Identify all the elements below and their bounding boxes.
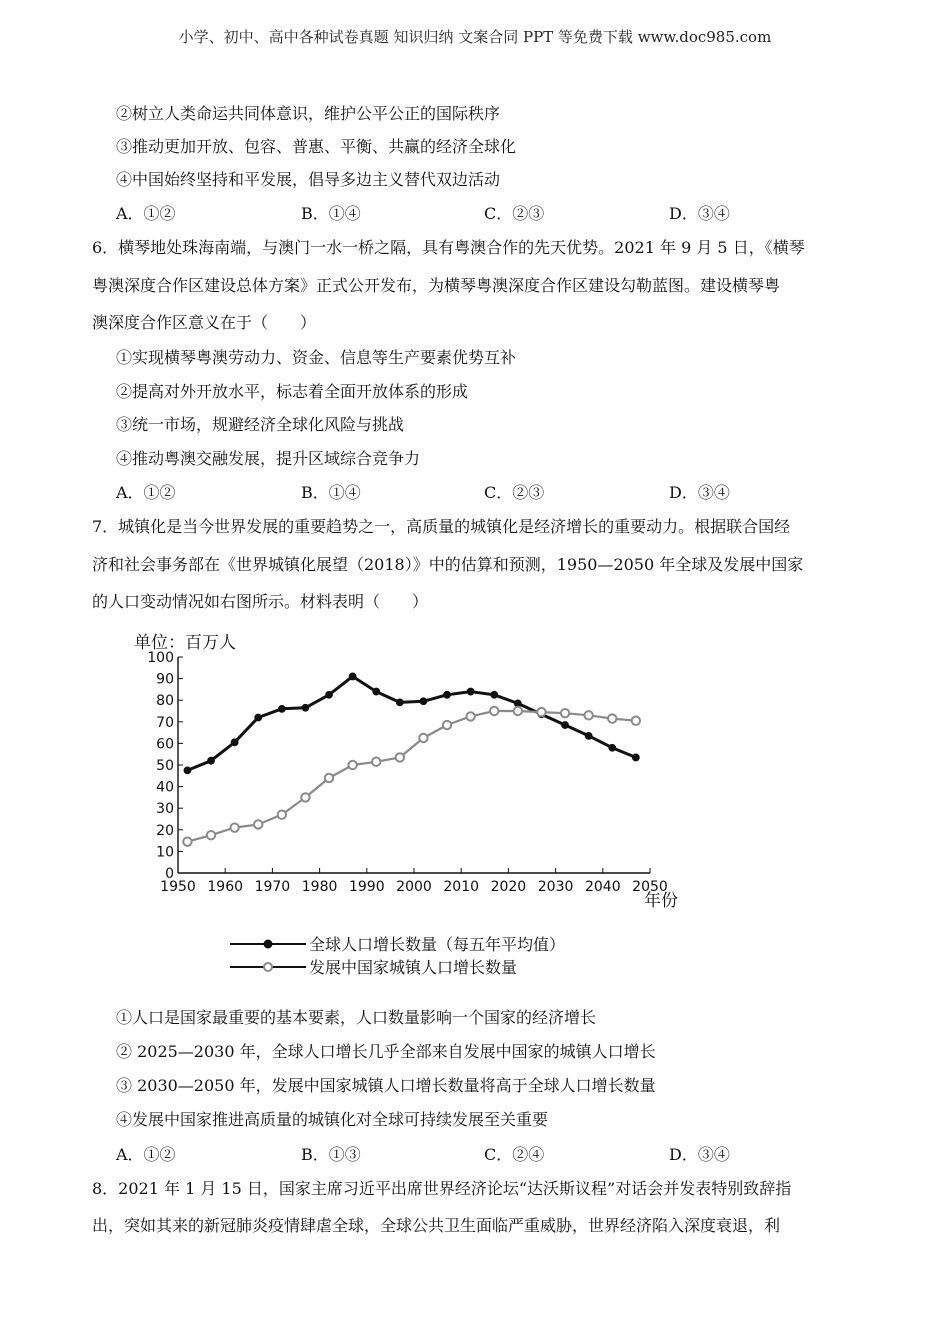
q7-item-1: ①人口是国家最重要的基本要素，人口数量影响一个国家的经济增长	[116, 1008, 597, 1027]
series-point-0	[302, 704, 309, 711]
q5-item-4: ④中国始终坚持和平发展，倡导多边主义替代双边活动	[116, 170, 501, 189]
y-tick-label: 0	[165, 866, 174, 882]
series-point-1	[278, 810, 286, 818]
q6-stem-line-1: 6．横琴地处珠海南端，与澳门一水一桥之隔，具有粤澳合作的先天优势。2021 年 9 月 5 日，《横琴	[92, 238, 805, 257]
series-point-0	[420, 698, 427, 705]
q6-item-2: ②提高对外开放水平，标志着全面开放体系的形成	[116, 382, 469, 401]
y-tick-label: 40	[156, 779, 174, 796]
x-tick-label: 2050	[632, 879, 668, 895]
x-tick-label: 2030	[537, 879, 574, 895]
x-tick-label: 1960	[207, 879, 244, 895]
y-tick-label: 20	[156, 822, 174, 839]
y-tick-label: 30	[156, 801, 174, 818]
series-point-1	[608, 714, 616, 722]
chart-x-axis-label: 年份	[644, 891, 678, 911]
series-point-0	[231, 739, 238, 746]
q5-item-3: ③推动更加开放、包容、普惠、平衡、共赢的经济全球化	[116, 137, 517, 156]
series-point-0	[184, 767, 191, 774]
q5-item-2: ②树立人类命运共同体意识，维护公平公正的国际秩序	[116, 104, 501, 123]
q5-option-b: B．①④	[301, 204, 361, 223]
x-tick-label: 2020	[490, 879, 527, 895]
series-point-0	[444, 691, 451, 698]
q7-item-3: ③ 2030—2050 年，发展中国家城镇人口增长数量将高于全球人口增长数量	[116, 1076, 656, 1095]
chart-unit-label: 单位：百万人	[134, 633, 236, 653]
series-point-1	[207, 831, 215, 839]
series-point-1	[584, 711, 592, 719]
x-tick-label: 2000	[396, 879, 432, 895]
x-tick-label: 1970	[254, 879, 291, 895]
series-point-0	[467, 688, 474, 695]
series-point-1	[632, 717, 640, 725]
series-point-0	[396, 699, 403, 706]
q7-item-2: ② 2025—2030 年，全球人口增长几乎全部来自发展中国家的城镇人口增长	[116, 1042, 656, 1061]
chart-svg	[128, 628, 698, 983]
page-header: 小学、初中、高中各种试卷真题 知识归纳 文案合同 PPT 等免费下载 www.doc985.com	[178, 28, 772, 46]
q5-option-a: A．①②	[116, 204, 176, 223]
q7-item-4: ④发展中国家推进高质量的城镇化对全球可持续发展至关重要	[116, 1110, 549, 1129]
series-point-1	[230, 823, 238, 831]
series-point-0	[349, 673, 356, 680]
q7-option-d: D．③④	[669, 1145, 730, 1164]
q6-item-4: ④推动粤澳交融发展，提升区域综合竞争力	[116, 449, 421, 468]
chart-series	[183, 673, 640, 846]
series-point-1	[183, 837, 191, 845]
series-point-1	[514, 707, 522, 715]
series-point-0	[632, 754, 639, 761]
y-tick-label: 70	[156, 714, 174, 731]
chart-legend	[230, 935, 565, 977]
q7-stem-line-2: 济和社会事务部在《世界城镇化展望（2018）》中的估算和预测，1950—2050 年全球及发展中国家	[92, 555, 804, 574]
series-point-0	[562, 722, 569, 729]
series-point-1	[490, 707, 498, 715]
q7-stem-line-3: 的人口变动情况如右图所示。材料表明（ ）	[92, 592, 429, 611]
x-tick-label: 2040	[584, 879, 621, 895]
y-tick-label: 80	[156, 693, 174, 710]
series-point-1	[561, 709, 569, 717]
series-point-0	[326, 691, 333, 698]
q7-option-b: B．①③	[301, 1145, 361, 1164]
series-point-1	[537, 708, 545, 716]
series-point-1	[443, 721, 451, 729]
series-point-0	[255, 714, 262, 721]
series-point-1	[301, 793, 309, 801]
q5-option-d: D．③④	[669, 204, 730, 223]
q8-stem-line-1: 8．2021 年 1 月 15 日，国家主席习近平出席世界经济论坛“达沃斯议程”对话会并发表特别致辞指	[92, 1179, 792, 1198]
q5-option-c: C．②③	[484, 204, 545, 223]
q7-stem-line-1: 7．城镇化是当今世界发展的重要趋势之一，高质量的城镇化是经济增长的重要动力。根据联合国经	[92, 517, 791, 536]
x-tick-label: 1990	[348, 879, 385, 895]
q7-option-a: A．①②	[116, 1145, 176, 1164]
q6-option-b: B．①④	[301, 483, 361, 502]
x-tick-label: 1950	[160, 879, 196, 895]
legend-marker-global	[264, 940, 272, 948]
series-point-0	[491, 691, 498, 698]
x-tick-label: 1980	[301, 879, 338, 895]
series-point-0	[609, 744, 616, 751]
chart-axes	[147, 650, 668, 895]
x-tick-label: 2010	[443, 879, 480, 895]
series-point-1	[419, 734, 427, 742]
q6-option-a: A．①②	[116, 483, 176, 502]
q6-option-d: D．③④	[669, 483, 730, 502]
legend-marker-urban	[264, 963, 272, 971]
series-point-1	[348, 761, 356, 769]
q8-stem-line-2: 出，突如其来的新冠肺炎疫情肆虐全球，全球公共卫生面临严重威胁，世界经济陷入深度衰退，利	[92, 1216, 781, 1235]
y-tick-label: 100	[147, 650, 174, 666]
q6-option-c: C．②③	[484, 483, 545, 502]
series-point-0	[373, 688, 380, 695]
series-point-1	[372, 758, 380, 766]
y-tick-label: 90	[156, 671, 174, 688]
q7-option-c: C．②④	[484, 1145, 545, 1164]
series-point-0	[278, 705, 285, 712]
q6-item-3: ③统一市场，规避经济全球化风险与挑战	[116, 415, 405, 434]
series-point-1	[466, 712, 474, 720]
q6-stem-line-2: 粤澳深度合作区建设总体方案》正式公开发布，为横琴粤澳深度合作区建设勾勒蓝图。建设横琴粤	[92, 276, 781, 295]
y-tick-label: 10	[156, 844, 174, 861]
series-point-0	[585, 732, 592, 739]
series-point-1	[254, 820, 262, 828]
population-line-chart	[128, 628, 698, 983]
y-tick-label: 60	[156, 736, 174, 753]
q6-item-1: ①实现横琴粤澳劳动力、资金、信息等生产要素优势互补	[116, 348, 517, 367]
legend-label-global: 全球人口增长数量（每五年平均值）	[309, 935, 566, 954]
series-point-1	[325, 774, 333, 782]
q6-stem-line-3: 澳深度合作区意义在于（ ）	[92, 313, 317, 332]
legend-label-urban: 发展中国家城镇人口增长数量	[309, 958, 518, 977]
series-point-1	[396, 753, 404, 761]
y-tick-label: 50	[156, 758, 174, 774]
series-point-0	[208, 757, 215, 764]
